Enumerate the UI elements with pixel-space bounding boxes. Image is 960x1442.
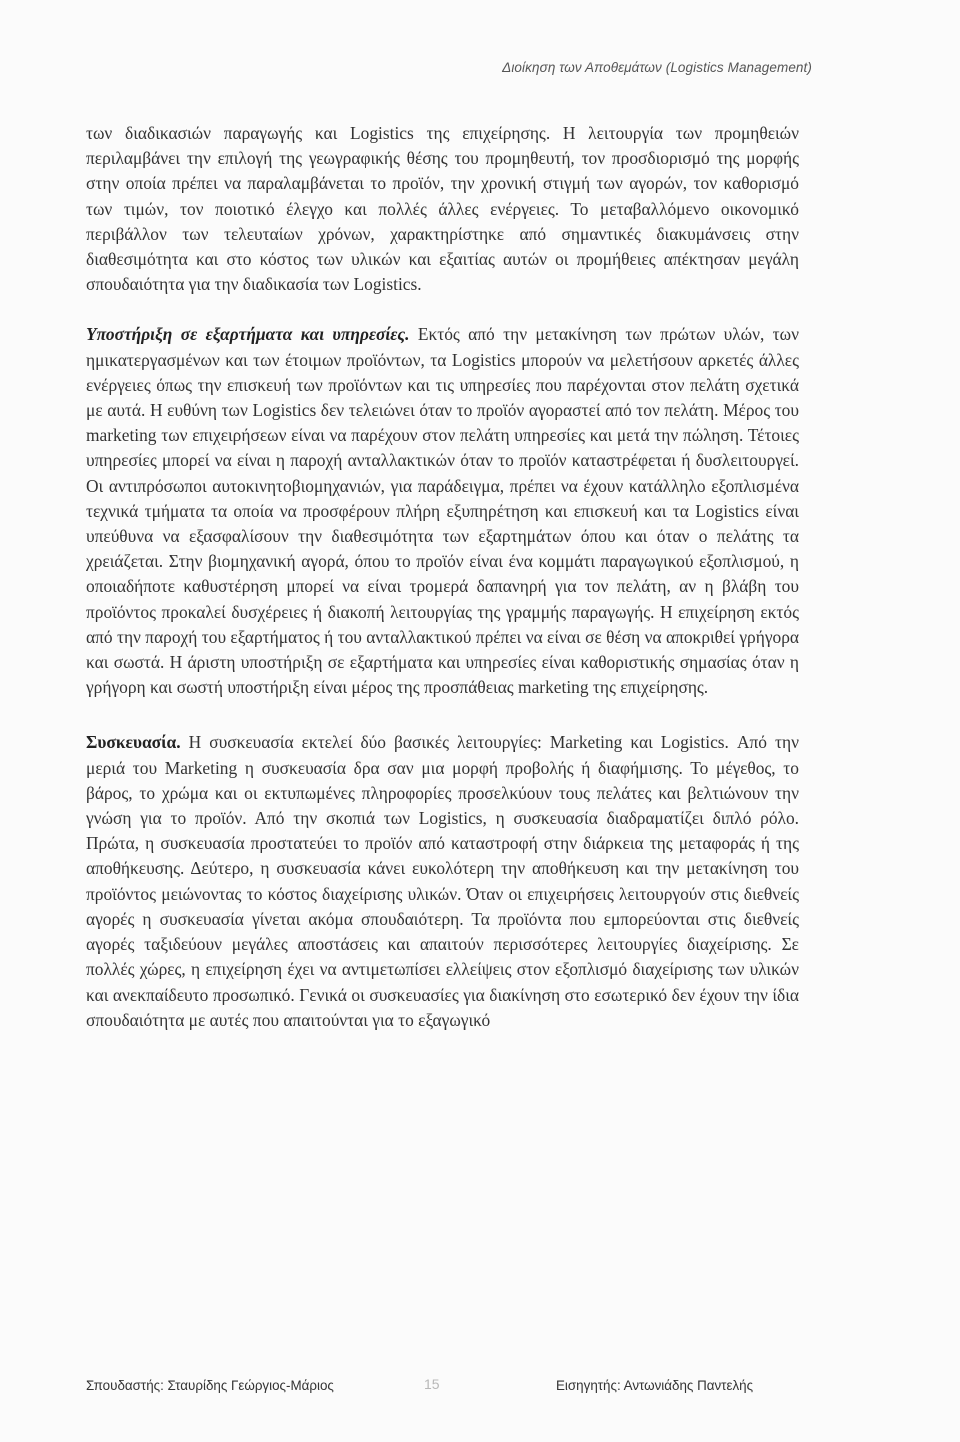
paragraph-parts-support-body: Εκτός από την μετακίνηση των πρώτων υλών, των ημικατεργασμένων και των έτοιμων προϊόντων, τα Logistics μπορούν να μελετήσουν αρκετές άλλες ενέργειες όπως την επισκευή των προϊόντων και τις υπηρεσίες που παρέχονται στον πελάτη σχετικά με αυτά. Η ευθύνη των Logistics δεν τελειώνει όταν το προϊόν αγοραστεί από τον πελάτη. Μέρος του marketing των επιχειρήσεων είναι να παρέχουν στον πελάτη υπηρεσίες και μετά την πώληση. Τέτοιες υπηρεσίες μπορεί να είναι η παροχή ανταλλακτικών όταν το προϊόν καταστρέφεται ή δυσλειτουργεί. Οι αντιπρόσωποι αυτοκινητοβιομηχανιών, για παράδειγμα, πρέπει να έχουν κατάλληλο εξοπλισμένα τεχνικά τμήματα τα οποία να προσφέρουν πλήρη εξυπηρέτηση και επισκευή και τα Logistics είναι υπεύθυνα να εξασφαλίσουν την διαθεσιμότητα των εξαρτημάτων όπου και όταν ο πελάτης τα χρειάζεται. Στην βιομηχανική αγορά, όπου το προϊόν είναι ένα κομμάτι παραγωγικού εξοπλισμού, η οποιαδήποτε καθυστέρηση μπορεί να είναι τρομερά δαπανηρή για τον πελάτη, αν η βλάβη του προϊόντος προκαλεί δυσχέρειες ή διακοπή λειτουργίας της γραμμής παραγωγής. Η επιχείρηση εκτός από την παροχή του εξαρτήματος ή του ανταλλακτικού πρέπει να είναι σε θέση να αποκριθεί γρήγορα και σωστά. Η άριστη υποστήριξη σε εξαρτήματα και υπηρεσίες είναι καθοριστικής σημασίας όταν η γρήγορη και σωστή υποστήριξη είναι μέρος της προσπάθειας marketing της επιχείρησης. (86, 324, 799, 698)
running-header: Διοίκηση των Αποθεμάτων (Logistics Management) (502, 60, 812, 75)
paragraph-procurement: των διαδικασιών παραγωγής και Logistics της επιχείρησης. Η λειτουργία των προμηθειών περιλαμβάνει την επιλογή της γεωγραφικής θέσης του προμηθευτή, τον προσδιορισμό της μορφής στην οποία πρέπει να παραλαμβάνεται το προϊόν, την χρονική στιγμή των αγορών, τον καθορισμό των τιμών, τον ποιοτικό έλεγχο και πολλές άλλες ενέργειες. Το μεταβαλλόμενο οικονομικό περιβάλλον των τελευταίων χρόνων, χαρακτηρίστηκε από σημαντικές διακυμάνσεις στην διαθεσιμότητα και στο κόστος των υλικών και εξαιτίας αυτών οι προμήθειες απέκτησαν μεγάλη σπουδαιότητα για την διαδικασία των Logistics. (86, 123, 799, 295)
heading-parts-support: Υποστήριξη σε εξαρτήματα και υπηρεσίες. (86, 324, 410, 345)
footer-supervisor: Εισηγητής: Αντωνιάδης Παντελής (556, 1378, 754, 1393)
heading-packaging: Συσκευασία. (86, 732, 181, 753)
page-footer (0, 1378, 960, 1402)
footer-student: Σπουδαστής: Σταυρίδης Γεώργιος-Μάριος (86, 1378, 334, 1393)
page-number: 15 (424, 1376, 440, 1392)
paragraph-packaging (86, 730, 799, 1032)
paragraph-parts-support (86, 322, 799, 700)
body-text (86, 121, 799, 1033)
paragraph-packaging-body: Η συσκευασία εκτελεί δύο βασικές λειτουργίες: Marketing και Logistics. Από την μεριά του Marketing η συσκευασία δρα σαν μια μορφή προβολής ή διαφήμισης. Το μέγεθος, το βάρος, το χρώμα και οι εκτυπωμένες πληροφορίες προσελκύουν τους πελάτες και βελτιώνουν την γνώση για το προϊόν. Από την σκοπιά των Logistics, η συσκευασία διαδραματίζει διπλό ρόλο. Πρώτα, η συσκευασία προστατεύει το προϊόν από καταστροφή στην διάρκεια της μεταφοράς ή της αποθήκευσης. Δεύτερο, η συσκευασία κάνει ευκολότερη την αποθήκευση και την μετακίνηση του προϊόντος μειώνοντας το κόστος διαχείρισης υλικών. Όταν οι επιχειρήσεις λειτουργούν στις διεθνείς αγορές η συσκευασία γίνεται ακόμα σπουδαιότερη. Τα προϊόντα που εμπορεύονται στις διεθνείς αγορές ταξιδεύουν μεγάλες αποστάσεις και απαιτούν περισσότερες λειτουργίες διαχείρισης. Σε πολλές χώρες, η επιχείρηση έχει να αντιμετωπίσει ελλείψεις στον εξοπλισμό διαχείρισης των υλικών και ανεκπαίδευτο προσωπικό. Γενικά οι συσκευασίες για διακίνηση στο εσωτερικό δεν έχουν την ίδια σπουδαιότητα με αυτές που απαιτούνται για το εξαγωγικό (86, 732, 799, 1030)
